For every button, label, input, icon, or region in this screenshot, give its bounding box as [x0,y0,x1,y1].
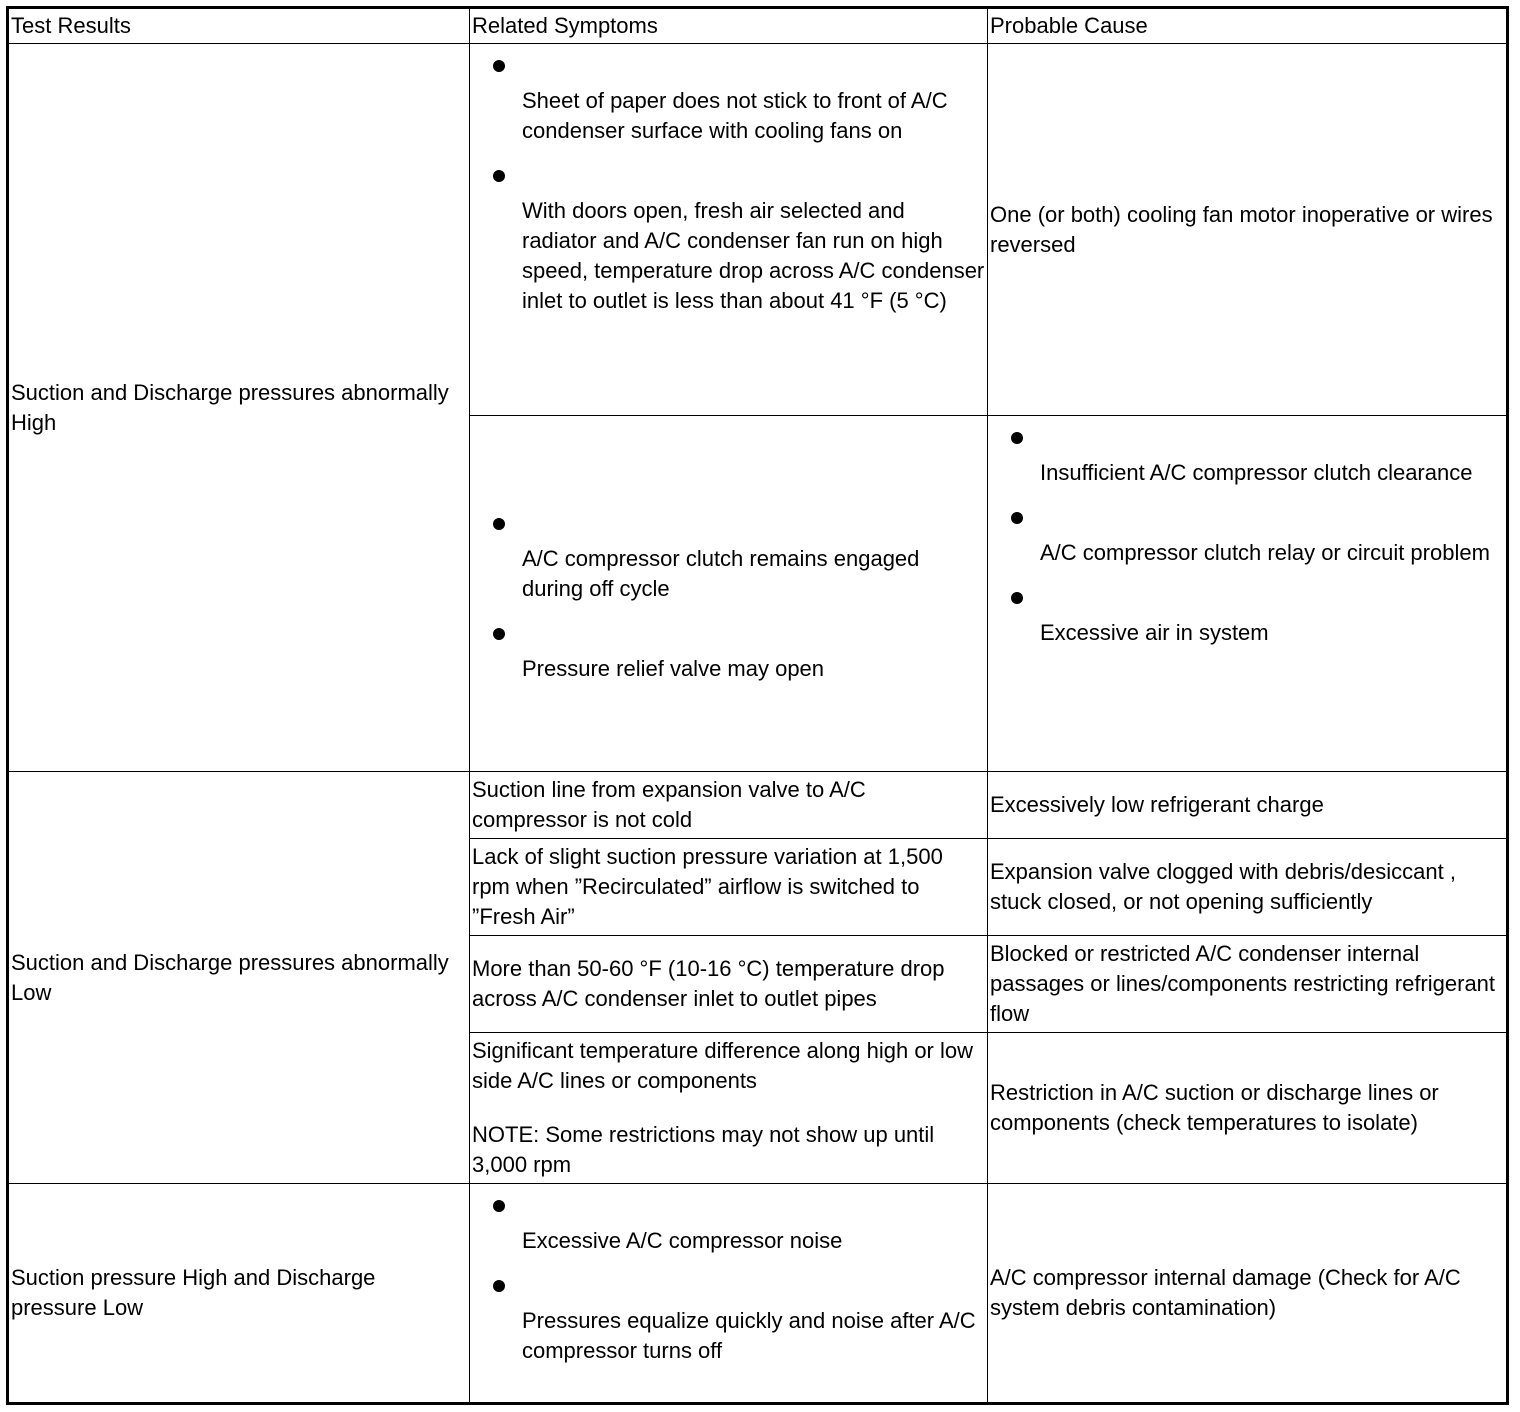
symptoms-cell [470,1184,988,1404]
symptom-cell: Suction line from expansion valve to A/C compressor is not cold [470,772,988,839]
list-item: A/C compressor clutch relay or circuit problem [990,498,1504,568]
header-row [8,8,1508,44]
list-item: Excessive air in system [990,578,1504,648]
symptom-text: Significant temperature difference along high or low side A/C lines or components [472,1038,974,1093]
bullet-icon [1011,432,1023,444]
bullet-icon [493,628,505,640]
bullet-icon [493,1200,505,1212]
symptoms-cell [470,44,988,416]
bullet-icon [1011,512,1023,524]
symptoms-cell [470,416,988,772]
symptom-cell [470,1033,988,1184]
table-row [8,772,1508,839]
symptom-list [472,1190,985,1366]
table-row [8,44,1508,416]
test-result-cell: Suction and Discharge pressures abnormally Low [8,772,470,1184]
cause-cell: Expansion valve clogged with debris/desiccant , stuck closed, or not opening sufficiently [988,839,1508,936]
cause-cell: Blocked or restricted A/C condenser internal passages or lines/components restricting refrigerant flow [988,936,1508,1033]
cause-cell: One (or both) cooling fan motor inoperative or wires reversed [988,44,1508,416]
table-row [8,1184,1508,1404]
list-item: Sheet of paper does not stick to front of A/C condenser surface with cooling fans on [472,50,985,146]
cause-cell: Excessively low refrigerant charge [988,772,1508,839]
cause-cell [988,416,1508,772]
symptom-list [472,50,985,316]
list-item: Pressures equalize quickly and noise after A/C compressor turns off [472,1266,985,1366]
bullet-icon [493,518,505,530]
bullet-icon [493,60,505,72]
header-probable-cause: Probable Cause [988,8,1508,44]
bullet-icon [1011,592,1023,604]
symptom-list [472,504,985,684]
note-text: NOTE: Some restrictions may not show up until 3,000 rpm [472,1122,935,1177]
list-item: Insufficient A/C compressor clutch clearance [990,422,1504,488]
test-result-cell: Suction and Discharge pressures abnormally High [8,44,470,772]
cause-cell: A/C compressor internal damage (Check for A/C system debris contamination) [988,1184,1508,1404]
cause-cell: Restriction in A/C suction or discharge lines or components (check temperatures to isolate) [988,1033,1508,1184]
symptom-cell: More than 50-60 °F (10-16 °C) temperature drop across A/C condenser inlet to outlet pipes [470,936,988,1033]
header-test-results: Test Results [8,8,470,44]
header-related-symptoms: Related Symptoms [470,8,988,44]
bullet-icon [493,1280,505,1292]
list-item: A/C compressor clutch remains engaged during off cycle [472,504,985,604]
cause-list [990,422,1504,648]
list-item: Pressure relief valve may open [472,614,985,684]
diagnosis-table [6,6,1509,1405]
bullet-icon [493,170,505,182]
symptom-cell: Lack of slight suction pressure variation at 1,500 rpm when ”Recirculated” airflow is switched to ”Fresh Air” [470,839,988,936]
list-item: Excessive A/C compressor noise [472,1190,985,1256]
list-item: With doors open, fresh air selected and radiator and A/C condenser fan run on high speed, temperature drop across A/C condenser inlet to outlet is less than about 41 °F (5 °C) [472,156,985,316]
test-result-cell: Suction pressure High and Discharge pressure Low [8,1184,470,1404]
